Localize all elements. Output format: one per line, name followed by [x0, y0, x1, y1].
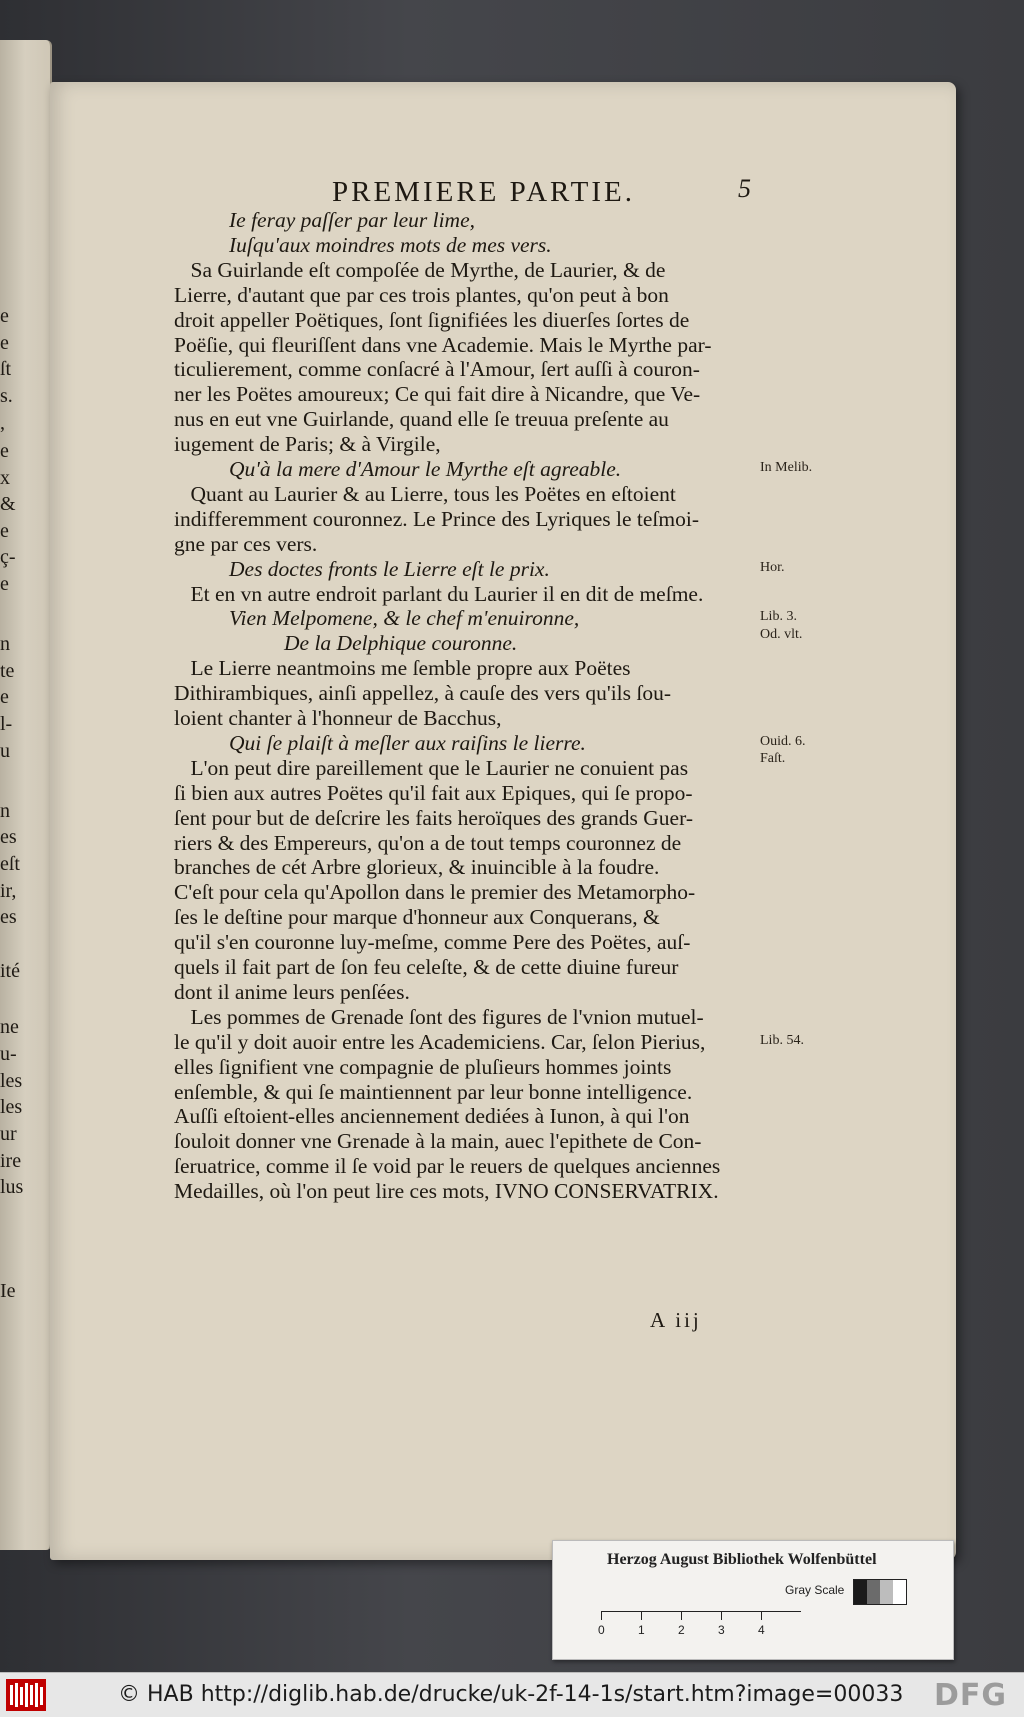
- facing-page-fragment: x: [0, 467, 10, 489]
- text-line: Vien Melpomene, & le chef m'enuironne,: [229, 606, 580, 631]
- signature-mark: A iij: [650, 1308, 702, 1332]
- gray-swatch: [893, 1580, 906, 1604]
- text-line: riers & des Empereurs, qu'on a de tout temps couronnez de: [174, 830, 682, 855]
- facing-page-edge: [0, 40, 52, 1550]
- ruler-tick: [681, 1612, 682, 1620]
- text-line: Ie feray paſſer par leur lime,: [229, 208, 476, 232]
- ruler-label: 4: [758, 1623, 765, 1637]
- gray-swatch: [854, 1580, 867, 1604]
- text-line: ſouloit donner vne Grenade à la main, auec l'epithete de Con-: [174, 1129, 702, 1154]
- gray-swatch: [867, 1580, 880, 1604]
- text-line: Iuſqu'aux moindres mots de mes vers.: [229, 232, 552, 257]
- text-line: qu'il s'en couronne luy-meſme, comme Pere des Poëtes, auſ-: [174, 930, 691, 955]
- text-line: Auſſi eſtoient-elles anciennement dediées à Iunon, à qui l'on: [174, 1104, 690, 1129]
- text-line: indifferemment couronnez. Le Prince des Lyriques le teſmoi-: [174, 506, 699, 531]
- dfg-logo: DFG: [934, 1678, 1008, 1713]
- text-line: loient chanter à l'honneur de Bacchus,: [174, 706, 502, 730]
- facing-page-fragment: n: [0, 800, 10, 822]
- text-line: Quant au Laurier & au Lierre, tous les Poëtes en eſtoient: [190, 481, 676, 506]
- text-line: Lierre, d'autant que par ces trois plantes, qu'on peut à bon: [174, 282, 669, 307]
- text-line: ſes le deſtine pour marque d'honneur aux Conquerans, &: [174, 905, 660, 930]
- source-url-link[interactable]: http://diglib.hab.de/drucke/uk-2f-14-1s/start.htm?image=00033: [200, 1682, 904, 1707]
- ruler-label: 1: [638, 1623, 645, 1637]
- facing-page-fragment: es: [0, 906, 17, 928]
- facing-page-fragment: l-: [0, 713, 13, 735]
- text-line: nus en eut vne Guirlande, quand elle ſe treuua preſente au: [174, 407, 669, 432]
- ruler-tick: [761, 1612, 762, 1620]
- page-number: 5: [738, 174, 751, 203]
- text-line: branches de cét Arbre glorieux, & inuincible à la foudre.: [174, 855, 660, 880]
- gray-scale-card: [552, 1540, 954, 1660]
- text-line: Et en vn autre endroit parlant du Laurier il en dit de meſme.: [190, 581, 704, 606]
- book-page: [50, 82, 956, 1560]
- gray-swatch: [880, 1580, 893, 1604]
- text-line: droit appeller Poëtiques, ſont ſignifiées les diuerſes ſortes de: [174, 307, 690, 332]
- text-line: ticulierement, comme conſacré à l'Amour, ſert auſſi à couron-: [174, 357, 700, 382]
- ruler-label: 0: [598, 1623, 605, 1637]
- marginal-note: Lib. 3.: [760, 609, 797, 625]
- page-text: [50, 82, 956, 1560]
- text-line: Des doctes fronts le Lierre eſt le prix.: [229, 556, 550, 581]
- facing-page-fragment: e: [0, 520, 9, 542]
- text-line: enſemble, & qui ſe maintiennent par leur bonne intelligence.: [174, 1079, 693, 1104]
- text-line: gne par ces vers.: [174, 531, 318, 556]
- facing-page-fragment: ur: [0, 1123, 17, 1145]
- facing-page-fragment: lus: [0, 1176, 24, 1198]
- facing-page-fragment: e: [0, 686, 9, 708]
- facing-page-fragment: Ie: [0, 1280, 16, 1302]
- facing-page-fragment: les: [0, 1070, 23, 1092]
- facing-page-fragment: ,: [0, 412, 5, 434]
- text-line: dont il anime leurs penſées.: [174, 979, 410, 1004]
- text-line: Le Lierre neantmoins me ſemble propre aux Poëtes: [190, 656, 631, 681]
- text-line: ſeruatrice, comme il ſe void par le reuers de quelques anciennes: [174, 1154, 721, 1179]
- text-line: ſi bien aux autres Poëtes qu'il fait aux Epiques, qui ſe propo-: [174, 780, 693, 805]
- text-line: ner les Poëtes amoureux; Ce qui fait dire à Nicandre, que Ve-: [174, 382, 701, 407]
- facing-page-fragment: ç-: [0, 546, 16, 568]
- facing-page-fragment: les: [0, 1096, 23, 1118]
- footer-citation: [118, 1682, 903, 1707]
- footer-bar: [0, 1672, 1024, 1717]
- facing-page-fragment: es: [0, 826, 17, 848]
- marginal-note: Faſt.: [760, 751, 786, 767]
- text-line: L'on peut dire pareillement que le Laurier ne conuient pas: [190, 755, 689, 780]
- facing-page-fragment: e: [0, 440, 9, 462]
- text-line: Medailles, où l'on peut lire ces mots, IVNO CONSERVATRIX.: [174, 1179, 719, 1204]
- facing-page-fragment: &: [0, 493, 16, 515]
- facing-page-fragment: e: [0, 305, 9, 327]
- text-line: le qu'il y doit auoir entre les Academiciens. Car, ſelon Pierius,: [174, 1029, 706, 1054]
- text-line: ſent pour but de deſcrire les faits heroïques des grands Guer-: [174, 805, 693, 830]
- facing-page-fragment: u: [0, 740, 10, 762]
- text-line: iugement de Paris; & à Virgile,: [174, 432, 441, 457]
- facing-page-fragment: eſt: [0, 853, 20, 875]
- facing-page-fragment: e: [0, 573, 9, 595]
- text-line: Sa Guirlande eſt compoſée de Myrthe, de Laurier, & de: [190, 257, 666, 282]
- text-line: quels il fait part de ſon feu celeſte, & de cette diuine fureur: [174, 955, 679, 979]
- facing-page-fragment: te: [0, 660, 15, 682]
- ruler-tick: [601, 1612, 602, 1620]
- facing-page-fragment: ité: [0, 960, 20, 982]
- copyright-text: © HAB: [118, 1682, 194, 1707]
- text-line: Dithirambiques, ainſi appellez, à cauſe des vers qu'ils ſou-: [174, 681, 672, 706]
- text-line: elles ſignifient vne compagnie de pluſieurs hommes joints: [174, 1054, 672, 1079]
- text-line: Les pommes de Grenade ſont des figures de l'vnion mutuel-: [190, 1004, 704, 1029]
- marginal-note: Lib. 54.: [760, 1032, 804, 1048]
- marginal-note: Hor.: [760, 559, 785, 575]
- gray-scale-label: Gray Scale: [785, 1583, 845, 1597]
- text-line: Poëſie, qui fleuriſſent dans vne Academie. Mais le Myrthe par-: [174, 332, 712, 357]
- marginal-note: Ouid. 6.: [760, 733, 806, 749]
- running-head: PREMIERE PARTIE.: [332, 176, 635, 208]
- ruler-tick: [641, 1612, 642, 1620]
- scale-ruler: [601, 1611, 801, 1622]
- text-line: Qu'à la mere d'Amour le Myrthe eſt agreable.: [229, 457, 622, 481]
- ruler-label: 3: [718, 1623, 725, 1637]
- facing-page-fragment: u-: [0, 1043, 17, 1065]
- facing-page-fragment: n: [0, 633, 10, 655]
- gray-scale-swatches: [853, 1579, 907, 1605]
- marginal-note: Od. vlt.: [760, 626, 803, 642]
- text-line: Qui ſe plaiſt à meſler aux raiſins le lierre.: [229, 730, 586, 755]
- hab-logo-icon: [6, 1679, 46, 1711]
- facing-page-fragment: s.: [0, 385, 13, 407]
- marginal-note: In Melib.: [760, 460, 813, 475]
- facing-page-fragment: ſt: [0, 358, 12, 380]
- ruler-tick: [721, 1612, 722, 1620]
- facing-page-fragment: ire: [0, 1150, 22, 1172]
- text-line: C'eſt pour cela qu'Apollon dans le premier des Metamorpho-: [174, 880, 696, 905]
- ruler-label: 2: [678, 1623, 685, 1637]
- text-line: De la Delphique couronne.: [284, 631, 518, 656]
- card-title: Herzog August Bibliothek Wolfenbüttel: [607, 1551, 877, 1568]
- facing-page-fragment: ne: [0, 1016, 19, 1038]
- facing-page-fragment: e: [0, 332, 9, 354]
- facing-page-fragment: ir,: [0, 880, 17, 902]
